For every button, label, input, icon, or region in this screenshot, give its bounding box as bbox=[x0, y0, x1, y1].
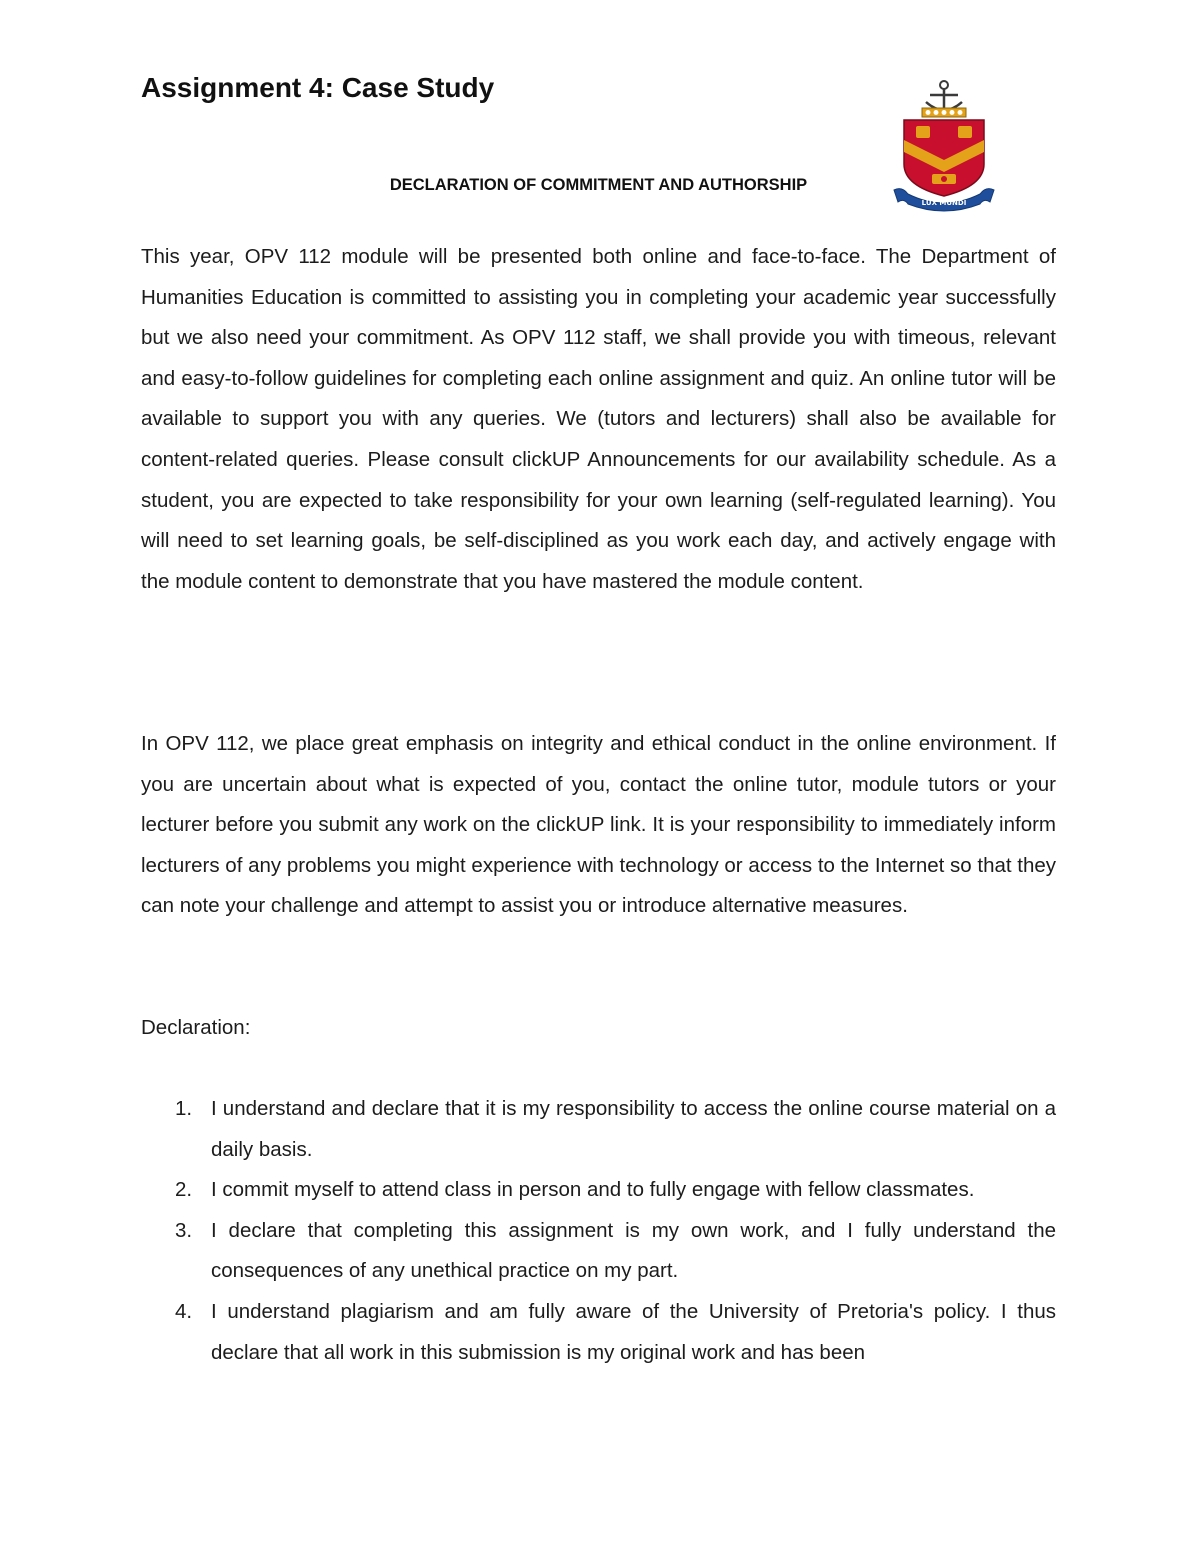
declaration-list bbox=[141, 1089, 1056, 1373]
list-item-text: I understand and declare that it is my responsibility to access the online course material on a daily basis. bbox=[211, 1097, 1056, 1161]
list-item-number: 2. bbox=[175, 1178, 193, 1202]
paragraph-integrity: In OPV 112, we place great emphasis on integrity and ethical conduct in the online environment. If you are uncertain about what is expected of you, contact the online tutor, module tutors or your lecturer before you submit any work on the clickUP link. It is your responsibility to immediately inform lecturers of any problems you might experience with technology or access to the Internet so that they can note your challenge and attempt to assist you or introduce alternative measures. bbox=[141, 732, 1057, 918]
list-item-number: 3. bbox=[175, 1218, 193, 1242]
declaration-label: Declaration: bbox=[141, 1016, 251, 1039]
list-item-text: I understand plagiarism and am fully aware of the University of Pretoria's policy. I thus declare that all work in this submission is my original work and has been bbox=[211, 1299, 1056, 1364]
list-item-number: 1. bbox=[175, 1097, 193, 1120]
list-item-number: 4. bbox=[175, 1299, 193, 1323]
document-title: Assignment 4: Case Study bbox=[141, 72, 495, 103]
anchor-icon bbox=[922, 81, 966, 117]
list-item bbox=[141, 1089, 1056, 1170]
university-crest-logo bbox=[892, 78, 996, 216]
list-item bbox=[141, 1292, 1056, 1373]
paragraph-intro: This year, OPV 112 module will be presented both online and face-to-face. The Department of Humanities Education is committed to assisting you in completing your academic year successfully but we also need your commitment. As OPV 112 staff, we shall provide you with timeous, relevant and easy-to-follow guidelines for completing each online assignment and quiz. An online tutor will be available to support you with any queries. We (tutors and lecturers) shall also be available for content-related queries. Please consult clickUP Announcements for our availability schedule. As a student, you are expected to take responsibility for your own learning (self-regulated learning). You will need to set learning goals, be self-disciplined as you work each day, and actively engage with the module content to demonstrate that you have mastered the module content. bbox=[141, 245, 1056, 593]
list-item-text: I commit myself to attend class in person and to fully engage with fellow classmates. bbox=[211, 1178, 975, 1202]
svg-text:LUX MUNDI: LUX MUNDI bbox=[921, 199, 967, 207]
list-item bbox=[141, 1211, 1056, 1292]
list-item-text: I declare that completing this assignment is my own work, and I fully understand the consequences of any unethical practice on my part. bbox=[211, 1218, 1056, 1283]
declaration-heading: DECLARATION OF COMMITMENT AND AUTHORSHIP bbox=[389, 176, 808, 194]
list-item bbox=[141, 1170, 1056, 1211]
